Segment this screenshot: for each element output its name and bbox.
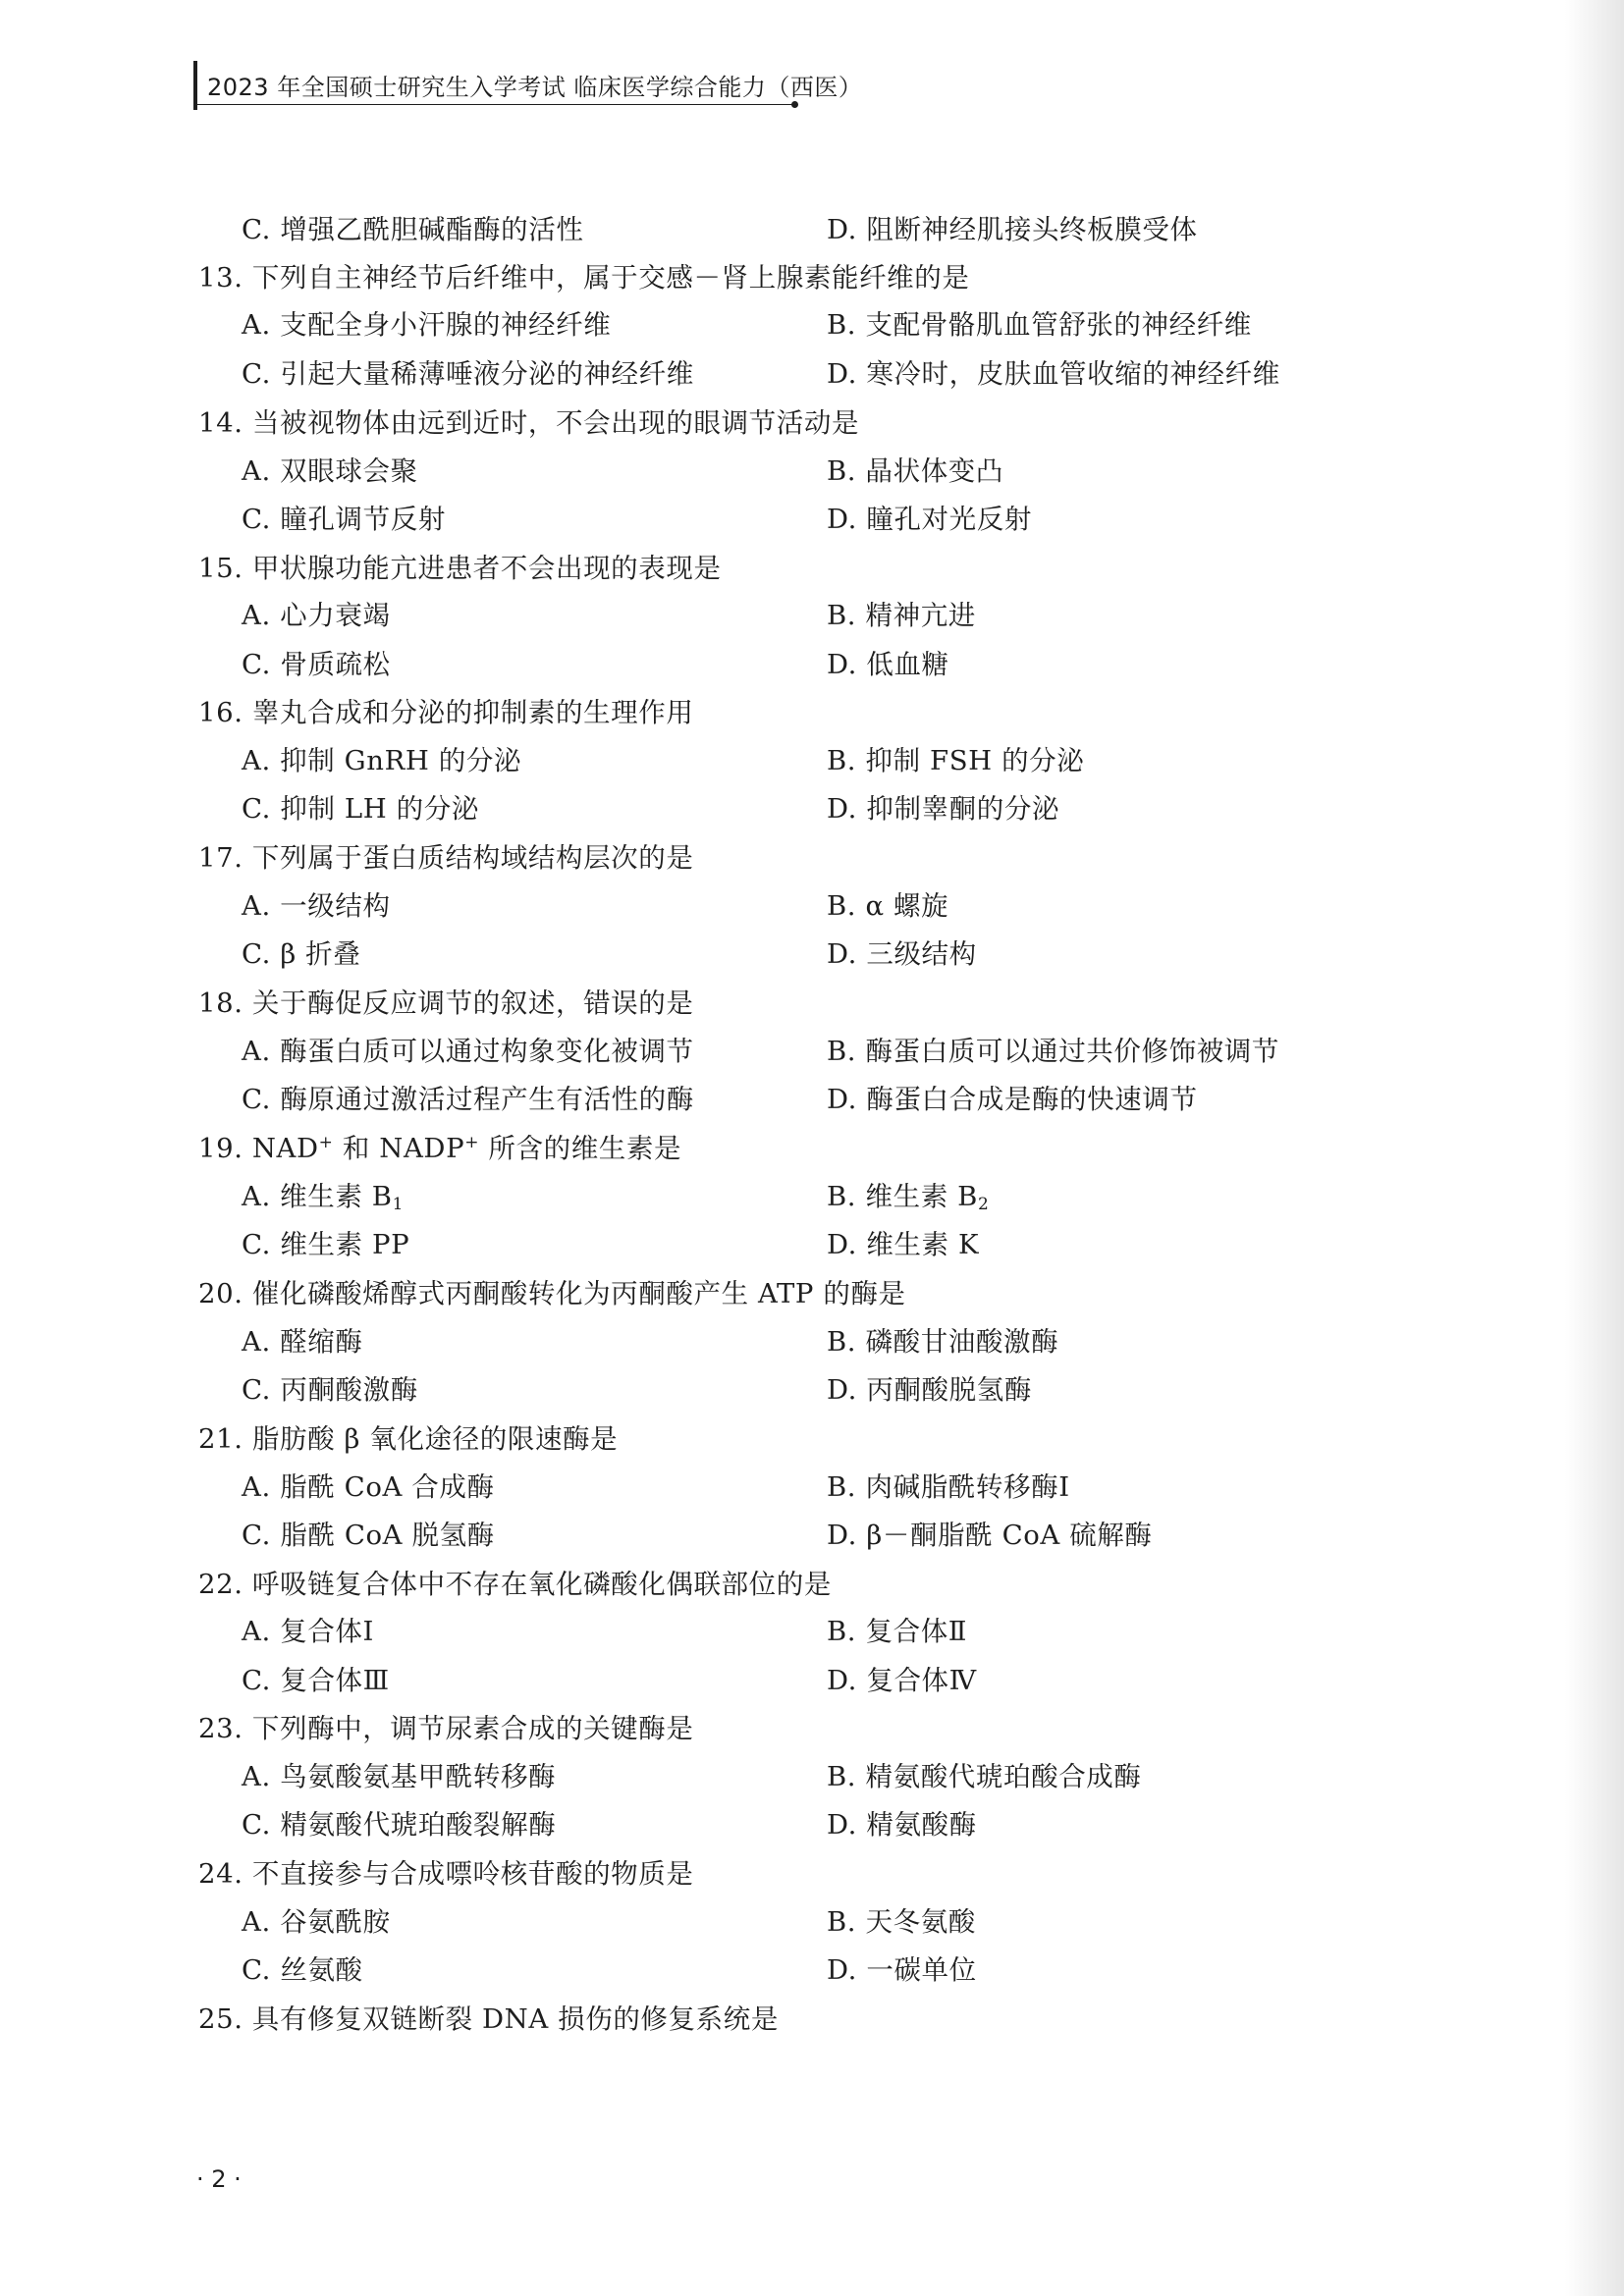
q15-option-b: B. 精神亢进 [827,600,976,631]
q22-option-a: A. 复合体Ⅰ [242,1616,374,1647]
q18-option-b: B. 酶蛋白质可以通过共价修饰被调节 [827,1036,1279,1067]
q19-option-b-text: B. 维生素 B [827,1181,978,1212]
q21-option-a: A. 脂酰 CoA 合成酶 [242,1471,495,1503]
q14-option-c: C. 瞳孔调节反射 [242,504,446,535]
q19-stem-text-1: 19. NAD [198,1133,319,1164]
scan-edge-shadow [1565,0,1624,2296]
q18-option-d: D. 酶蛋白合成是酶的快速调节 [827,1084,1198,1115]
question-13-stem: 13. 下列自主神经节后纤维中，属于交感－肾上腺素能纤维的是 [198,262,970,294]
page-number: · 2 · [196,2165,242,2193]
q19-option-b-subscript: 2 [977,1195,990,1214]
q20-option-b: B. 磷酸甘油酸激酶 [827,1326,1059,1358]
header-rule [193,104,794,105]
q18-option-a: A. 酶蛋白质可以通过构象变化被调节 [242,1036,694,1067]
q13-option-b: B. 支配骨骼肌血管舒张的神经纤维 [827,309,1252,341]
q24-option-d: D. 一碳单位 [827,1954,977,1986]
q13-option-a: A. 支配全身小汗腺的神经纤维 [242,309,612,341]
q15-option-d: D. 低血糖 [827,649,949,680]
q19-option-b [827,1179,989,1214]
q16-option-c: C. 抑制 LH 的分泌 [242,793,479,825]
q12-option-d: D. 阻断神经肌接头终板膜受体 [827,214,1198,245]
q23-option-c: C. 精氨酸代琥珀酸裂解酶 [242,1809,557,1841]
q15-option-c: C. 骨质疏松 [242,649,391,680]
q17-option-c: C. β 折叠 [242,938,361,970]
q19-option-a [242,1179,404,1214]
q24-option-a: A. 谷氨酰胺 [242,1906,391,1938]
question-25-stem: 25. 具有修复双链断裂 DNA 损伤的修复系统是 [198,2003,779,2035]
question-23-stem: 23. 下列酶中，调节尿素合成的关键酶是 [198,1713,694,1744]
q19-option-c: C. 维生素 PP [242,1229,410,1260]
question-22-stem: 22. 呼吸链复合体中不存在氧化磷酸化偶联部位的是 [198,1569,832,1600]
q16-option-b: B. 抑制 FSH 的分泌 [827,745,1085,776]
question-24-stem: 24. 不直接参与合成嘌呤核苷酸的物质是 [198,1858,694,1890]
q22-option-c: C. 复合体Ⅲ [242,1665,390,1696]
q17-option-b: B. α 螺旋 [827,890,949,922]
question-19-stem [198,1131,681,1166]
question-18-stem: 18. 关于酶促反应调节的叙述，错误的是 [198,988,694,1019]
q21-option-d: D. β－酮脂酰 CoA 硫解酶 [827,1520,1153,1551]
question-15-stem: 15. 甲状腺功能亢进患者不会出现的表现是 [198,553,722,584]
q22-option-b: B. 复合体Ⅱ [827,1616,968,1647]
q14-option-b: B. 晶状体变凸 [827,455,1003,487]
q14-option-a: A. 双眼球会聚 [242,455,418,487]
question-14-stem: 14. 当被视物体由远到近时，不会出现的眼调节活动是 [198,407,860,439]
q20-option-d: D. 丙酮酸脱氢酶 [827,1374,1032,1406]
q17-option-a: A. 一级结构 [242,890,391,922]
q20-option-a: A. 醛缩酶 [242,1326,363,1358]
question-20-stem: 20. 催化磷酸烯醇式丙酮酸转化为丙酮酸产生 ATP 的酶是 [198,1278,906,1309]
q19-option-a-text: A. 维生素 B [242,1181,393,1212]
q24-option-b: B. 天冬氨酸 [827,1906,976,1938]
q19-option-d: D. 维生素 K [827,1229,980,1260]
q23-option-b: B. 精氨酸代琥珀酸合成酶 [827,1761,1142,1792]
q12-option-c: C. 增强乙酰胆碱酯酶的活性 [242,214,584,245]
q13-option-c: C. 引起大量稀薄唾液分泌的神经纤维 [242,358,694,390]
header-dot [791,101,798,108]
q13-option-d: D. 寒冷时，皮肤血管收缩的神经纤维 [827,358,1280,390]
q15-option-a: A. 心力衰竭 [242,600,391,631]
q23-option-a: A. 鸟氨酸氨基甲酰转移酶 [242,1761,557,1792]
q18-option-c: C. 酶原通过激活过程产生有活性的酶 [242,1084,694,1115]
q23-option-d: D. 精氨酸酶 [827,1809,977,1841]
header-title: 2023 年全国硕士研究生入学考试 临床医学综合能力（西医） [207,74,863,101]
question-16-stem: 16. 睾丸合成和分泌的抑制素的生理作用 [198,697,694,728]
q24-option-c: C. 丝氨酸 [242,1954,363,1986]
q19-stem-text-2: 和 NADP [333,1133,465,1164]
q19-option-a-subscript: 1 [392,1195,405,1214]
q19-stem-text-3: 所含的维生素是 [479,1133,682,1164]
q17-option-d: D. 三级结构 [827,938,977,970]
q21-option-c: C. 脂酰 CoA 脱氢酶 [242,1520,495,1551]
q22-option-d: D. 复合体Ⅳ [827,1665,977,1696]
q16-option-a: A. 抑制 GnRH 的分泌 [242,745,522,776]
q16-option-d: D. 抑制睾酮的分泌 [827,793,1060,825]
q19-superscript-2: + [464,1133,480,1152]
q14-option-d: D. 瞳孔对光反射 [827,504,1032,535]
question-21-stem: 21. 脂肪酸 β 氧化途径的限速酶是 [198,1423,619,1455]
q19-superscript-1: + [318,1133,334,1152]
question-17-stem: 17. 下列属于蛋白质结构域结构层次的是 [198,842,694,874]
page-header [193,61,863,112]
header-bar [193,61,197,110]
q21-option-b: B. 肉碱脂酰转移酶Ⅰ [827,1471,1070,1503]
q20-option-c: C. 丙酮酸激酶 [242,1374,418,1406]
